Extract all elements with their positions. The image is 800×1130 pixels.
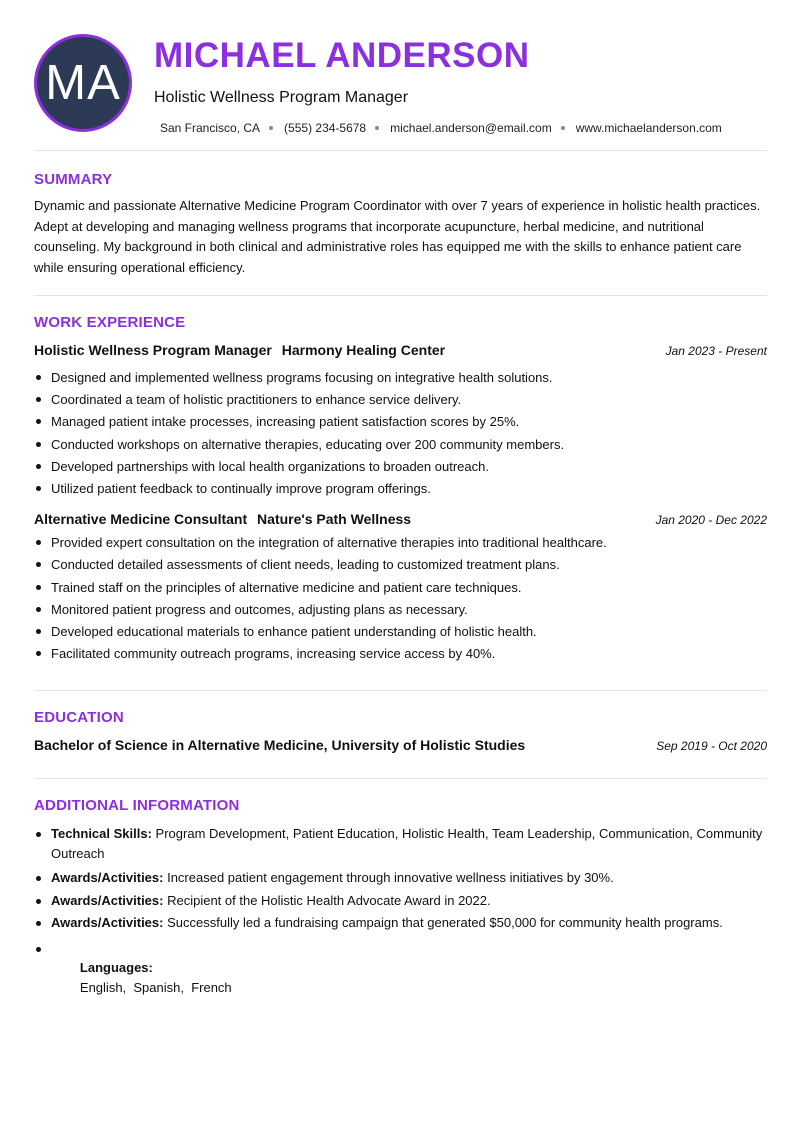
job-bullets — [34, 367, 767, 500]
resume-page — [34, 0, 767, 1017]
contact-phone: (555) 234-5678 — [284, 121, 367, 135]
item-label: Technical Skills: — [51, 826, 152, 842]
separator-dot — [375, 126, 379, 130]
item-label: Awards/Activities: — [51, 870, 164, 886]
list-item: Coordinated a team of holistic practitioners to enhance service delivery. — [34, 389, 767, 411]
education-degree: Bachelor of Science in Alternative Medicine, University of Holistic Studies — [34, 737, 526, 754]
job-role: Alternative Medicine Consultant — [34, 511, 248, 528]
item-text: Program Development, Patient Education, Holistic Health, Team Leadership, Communication, Community Outreach — [51, 826, 763, 861]
section-heading-experience: WORK EXPERIENCE — [34, 314, 186, 331]
job-title — [34, 511, 411, 527]
item-label: Awards/Activities: — [51, 892, 164, 908]
job-header — [34, 511, 767, 527]
list-item: Developed partnerships with local health organizations to broaden outreach. — [34, 456, 767, 478]
job-company: Harmony Healing Center — [281, 342, 446, 358]
item-text: Successfully led a fundraising campaign that generated $50,000 for community health programs. — [167, 915, 723, 931]
list-item: Trained staff on the principles of alternative medicine and patient care techniques. — [34, 577, 767, 599]
experience-section — [34, 296, 767, 691]
list-item-languages — [34, 939, 767, 1017]
list-item: Conducted workshops on alternative therapies, educating over 200 community members. — [34, 434, 767, 456]
list-item: Designed and implemented wellness programs focusing on integrative health solutions. — [34, 367, 767, 389]
item-text: Increased patient engagement through innovative wellness initiatives by 30%. — [167, 870, 614, 886]
list-item: Managed patient intake processes, increasing patient satisfaction scores by 25%. — [34, 411, 767, 433]
avatar — [34, 34, 132, 132]
job-dates: Jan 2020 - Dec 2022 — [655, 513, 767, 528]
list-item-technical-skills — [34, 824, 767, 863]
summary-section — [34, 151, 767, 296]
additional-list — [34, 824, 767, 1017]
separator-dot — [269, 126, 273, 130]
list-item-awards — [34, 891, 767, 911]
candidate-name: MICHAEL ANDERSON — [154, 36, 530, 75]
list-item: Developed educational materials to enhance patient understanding of holistic health. — [34, 621, 767, 643]
job-bullets — [34, 532, 767, 665]
list-item-awards — [34, 913, 767, 933]
job-role: Holistic Wellness Program Manager — [34, 342, 272, 358]
list-item: Conducted detailed assessments of client needs, leading to customized treatment plans. — [34, 554, 767, 576]
job-header — [34, 342, 767, 358]
job-title — [34, 342, 445, 358]
item-label: Awards/Activities: — [51, 915, 164, 931]
education-dates: Sep 2019 - Oct 2020 — [656, 739, 767, 754]
item-label: Languages: — [79, 960, 153, 976]
job-dates: Jan 2023 - Present — [665, 344, 767, 358]
list-item: Monitored patient progress and outcomes, adjusting plans as necessary. — [34, 599, 767, 621]
contact-line — [160, 121, 722, 135]
job-entry — [34, 342, 767, 500]
job-company: Nature's Path Wellness — [257, 511, 412, 528]
item-text: English, Spanish, French — [79, 979, 232, 995]
list-item-awards — [34, 868, 767, 888]
contact-email[interactable]: michael.anderson@email.com — [390, 121, 552, 135]
education-entry — [34, 737, 767, 753]
avatar-initials: MA — [45, 55, 121, 110]
summary-text: Dynamic and passionate Alternative Medicine Program Coordinator with over 7 years of experience in holistic health practices. Adept at developing and managing wellness programs that incorporate acupuncture, herbal medicine, and nutritional counseling. My background in both clinical and administrative roles has equipped me with the skills to enhance patient care while ensuring operational efficiency. — [34, 198, 761, 275]
candidate-title: Holistic Wellness Program Manager — [154, 89, 409, 106]
contact-website[interactable]: www.michaelanderson.com — [575, 121, 722, 135]
additional-section — [34, 779, 767, 1017]
contact-location: San Francisco, CA — [160, 121, 261, 135]
item-text: Recipient of the Holistic Health Advocate Award in 2022. — [167, 892, 491, 908]
job-entry — [34, 511, 767, 665]
list-item: Utilized patient feedback to continually improve program offerings. — [34, 478, 767, 500]
list-item: Facilitated community outreach programs, increasing service access by 40%. — [34, 643, 767, 665]
section-heading-summary: SUMMARY — [34, 171, 113, 188]
separator-dot — [561, 126, 565, 130]
education-section — [34, 691, 767, 779]
resume-header — [34, 0, 767, 151]
list-item: Provided expert consultation on the integration of alternative therapies into traditional healthcare. — [34, 532, 767, 554]
section-heading-additional: ADDITIONAL INFORMATION — [34, 797, 240, 815]
section-heading-education: EDUCATION — [34, 709, 124, 727]
